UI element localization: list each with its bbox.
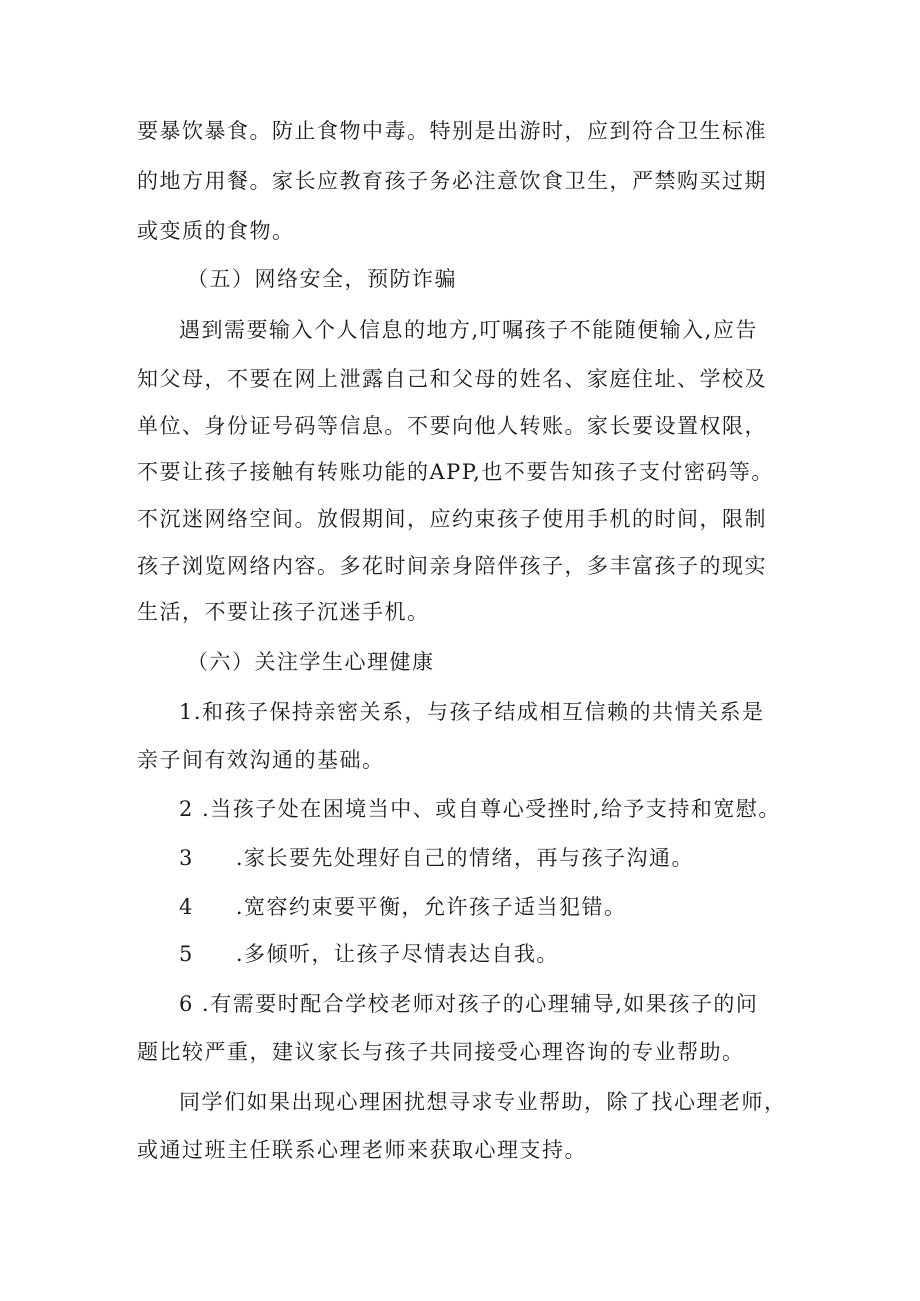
body-text-line: 的地方用餐。家长应教育孩子务必注意饮食卫生，严禁购买过期 — [137, 169, 767, 193]
list-item-text: .家长要先处理好自己的情绪，再与孩子沟通。 — [235, 846, 695, 870]
section-heading: （五）网络安全，预防诈骗 — [187, 267, 457, 291]
body-text-line: 或通过班主任联系心理老师来获取心理支持。 — [137, 1138, 587, 1162]
body-text-line: 生活，不要让孩子沉迷手机。 — [137, 600, 430, 624]
body-text-line: 知父母，不要在网上泄露自己和父母的姓名、家庭住址、学校及 — [137, 367, 767, 391]
body-text-line: 或变质的食物。 — [137, 219, 295, 243]
list-item-text: 2 .当孩子处在困境当中、或自尊心受挫时,给予支持和宽慰。 — [179, 797, 781, 821]
body-text-line: 不要让孩子接触有转账功能的APP,也不要告知孩子支付密码等。 — [137, 460, 774, 484]
list-item-text: 题比较严重，建议家长与孩子共同接受心理咨询的专业帮助。 — [137, 1040, 745, 1064]
list-item — [179, 939, 559, 969]
list-item-number: 5 — [179, 942, 194, 966]
list-item — [179, 892, 627, 922]
list-item-number: 4 — [179, 895, 194, 919]
list-item — [179, 843, 694, 873]
body-text-line: 孩子浏览网络内容。多花时间亲身陪伴孩子，多丰富孩子的现实 — [137, 554, 767, 578]
list-item-text: .宽容约束要平衡，允许孩子适当犯错。 — [235, 895, 627, 919]
body-text-line: 不沉迷网络空间。放假期间，应约束孩子使用手机的时间，限制 — [137, 507, 767, 531]
body-text-line: 单位、身份证号码等信息。不要向他人转账。家长要设置权限， — [137, 414, 767, 438]
list-item-text: 6 .有需要时配合学校老师对孩子的心理辅导,如果孩子的问 — [179, 992, 759, 1016]
list-item-text: .多倾听，让孩子尽情表达自我。 — [235, 942, 560, 966]
list-item-text: 亲子间有效沟通的基础。 — [137, 748, 385, 772]
list-item-number: 3 — [179, 846, 194, 870]
body-text-line: 遇到需要输入个人信息的地方,叮嘱孩子不能随便输入,应告 — [179, 318, 758, 342]
body-text-line: 同学们如果出现心理困扰想寻求专业帮助，除了找心理老师， — [179, 1090, 787, 1114]
body-text-line: 要暴饮暴食。防止食物中毒。特别是出游时，应到符合卫生标准 — [137, 119, 767, 143]
section-heading: （六）关注学生心理健康 — [187, 650, 435, 674]
list-item-text: 1.和孩子保持亲密关系，与孩子结成相互信赖的共情关系是 — [179, 700, 765, 724]
